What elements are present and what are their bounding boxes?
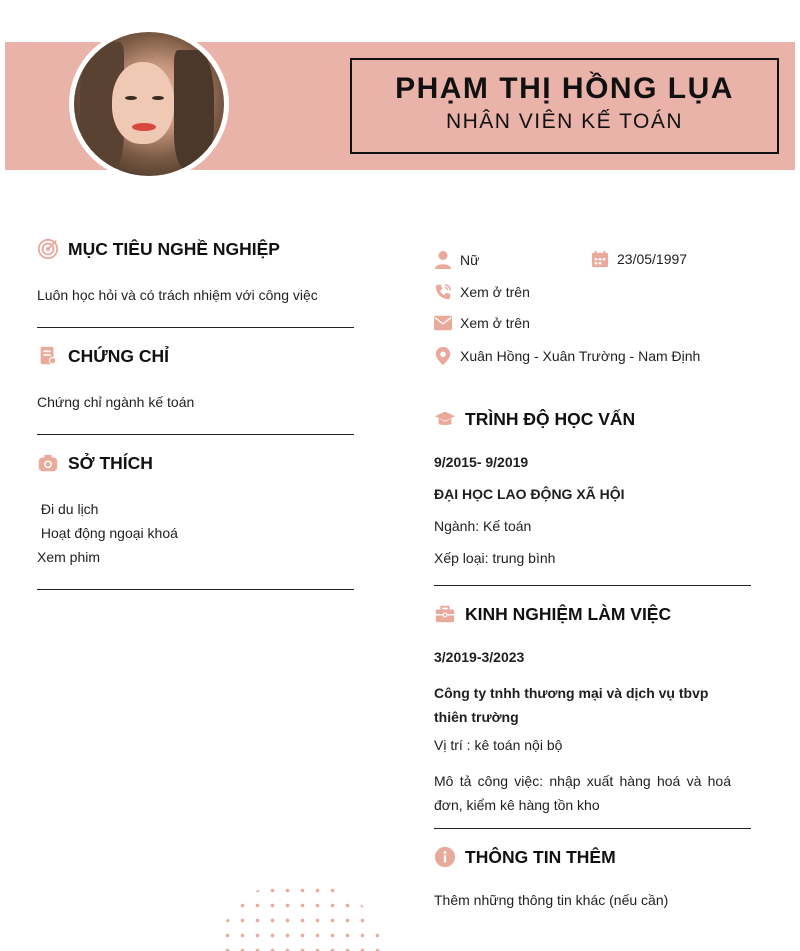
extra-heading [434, 846, 616, 868]
camera-icon [37, 452, 59, 474]
divider [434, 828, 751, 829]
divider [37, 434, 354, 435]
education-heading [434, 408, 635, 430]
school-name: ĐẠI HỌC LAO ĐỘNG XÃ HỘI [434, 486, 625, 502]
hobby-item: Đi du lịch [37, 501, 99, 517]
hobby-item: Xem phim [37, 549, 101, 565]
divider [37, 589, 354, 590]
dob-row [591, 250, 687, 268]
divider [37, 327, 354, 328]
envelope-icon [434, 314, 452, 332]
profile-photo [74, 32, 224, 176]
address-row [434, 346, 700, 366]
info-icon [434, 846, 456, 868]
hobbies-heading [37, 452, 153, 474]
certificates-text: Chứng chỉ ngành kế toán [37, 394, 195, 410]
certificate-icon [37, 345, 59, 367]
candidate-name: PHẠM THỊ HỒNG LỤA [395, 72, 734, 105]
experience-heading [434, 603, 671, 625]
person-icon [434, 250, 452, 270]
education-title: TRÌNH ĐỘ HỌC VẤN [465, 408, 636, 429]
objective-title: MỤC TIÊU NGHỀ NGHIỆP [68, 238, 280, 259]
avatar [69, 27, 229, 181]
extra-title: THÔNG TIN THÊM [465, 846, 616, 867]
target-icon [37, 238, 59, 260]
extra-text: Thêm những thông tin khác (nếu cần) [434, 892, 669, 908]
company-name: Công ty tnhh thương mại và dịch vụ tbvp thiên trường [434, 685, 709, 725]
experience-period: 3/2019-3/2023 [434, 649, 525, 665]
email-row [434, 314, 530, 332]
decorative-dots [205, 868, 395, 951]
gender-value: Nữ [460, 252, 480, 268]
objective-heading [37, 238, 280, 260]
job-description: Mô tả công việc: nhập xuất hàng hoá và hoá đơn, kiểm kê hàng tồn kho [434, 773, 731, 813]
education-period: 9/2015- 9/2019 [434, 454, 529, 470]
name-box [350, 58, 779, 154]
certificates-heading [37, 345, 169, 367]
gender-row [434, 250, 479, 270]
graduation-cap-icon [434, 408, 456, 430]
address-value: Xuân Hồng - Xuân Trường - Nam Định [460, 348, 701, 364]
briefcase-icon [434, 603, 456, 625]
calendar-icon [591, 250, 609, 268]
education-grade: Xếp loại: trung bình [434, 550, 556, 566]
divider [434, 585, 751, 586]
experience-title: KINH NGHIỆM LÀM VIỆC [465, 603, 672, 624]
job-position: Vị trí : kê toán nội bộ [434, 737, 563, 753]
phone-value: Xem ở trên [460, 284, 530, 300]
location-pin-icon [434, 346, 452, 366]
hobbies-title: SỞ THÍCH [68, 452, 153, 473]
email-value: Xem ở trên [460, 315, 530, 331]
job-title: NHÂN VIÊN KẾ TOÁN [445, 110, 684, 133]
dob-value: 23/05/1997 [617, 251, 688, 267]
phone-icon [434, 282, 452, 302]
hobby-item: Hoạt động ngoại khoá [37, 525, 178, 541]
objective-text: Luôn học hỏi và có trách nhiệm với công việc [37, 287, 318, 303]
phone-row [434, 282, 530, 302]
education-major: Ngành: Kế toán [434, 518, 532, 534]
certificates-title: CHỨNG CHỈ [68, 345, 170, 366]
